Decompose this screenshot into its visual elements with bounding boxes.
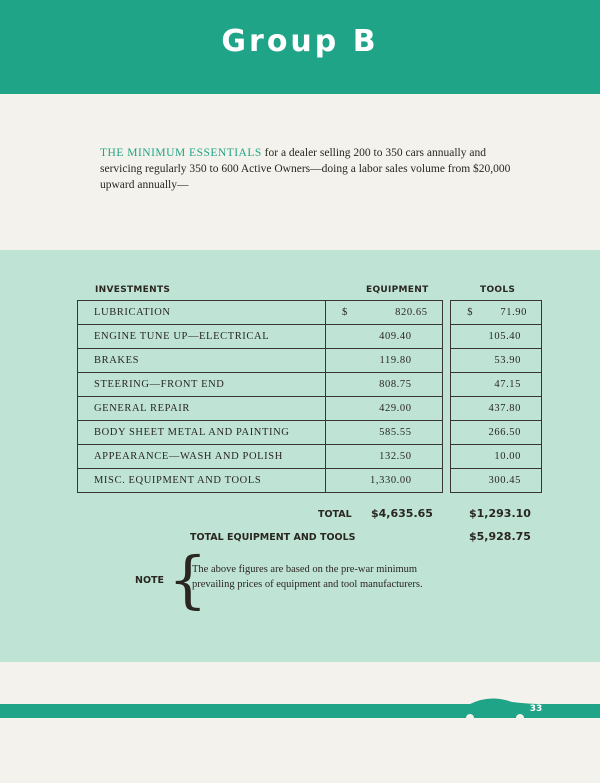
- grand-total-label: TOTAL EQUIPMENT AND TOOLS: [190, 532, 356, 543]
- intro-text: for a dealer selling 200 to 350 cars annually and servicing regularly 350 to 600 Active Owners—doing a labor sales volume from $20,000 upward annually—: [100, 147, 511, 191]
- table-row: [78, 349, 542, 373]
- table-row: [78, 301, 542, 325]
- equipment-cell: 1,330.00: [326, 469, 443, 493]
- intro-lead: THE MINIMUM ESSENTIALS: [100, 147, 262, 159]
- investment-item: ENGINE TUNE UP—ELECTRICAL: [78, 325, 326, 349]
- table-row: [78, 325, 542, 349]
- page-title: Group B: [221, 24, 379, 59]
- note-label: NOTE: [135, 575, 164, 586]
- column-gap: [442, 325, 451, 349]
- currency-symbol: $: [467, 307, 474, 318]
- equipment-cell: 429.00: [326, 397, 443, 421]
- table-row: [78, 397, 542, 421]
- tools-cell: 437.80: [451, 397, 542, 421]
- equipment-cell: 585.55: [326, 421, 443, 445]
- tools-cell: 53.90: [451, 349, 542, 373]
- table-row: [78, 373, 542, 397]
- investment-item: LUBRICATION: [78, 301, 326, 325]
- footer-band: [0, 704, 470, 718]
- grand-total: $5,928.75: [469, 530, 531, 543]
- header-tools: TOOLS: [480, 285, 516, 295]
- tools-total: $1,293.10: [469, 507, 531, 520]
- investment-item: MISC. EQUIPMENT AND TOOLS: [78, 469, 326, 493]
- equipment-cell: 808.75: [326, 373, 443, 397]
- investment-item: GENERAL REPAIR: [78, 397, 326, 421]
- equipment-total: $4,635.65: [371, 507, 433, 520]
- tools-cell: 10.00: [451, 445, 542, 469]
- tools-value: 71.90: [500, 307, 527, 318]
- equipment-cell: [326, 301, 443, 325]
- header-equipment: EQUIPMENT: [366, 285, 429, 295]
- investment-item: BRAKES: [78, 349, 326, 373]
- equipment-cell: 132.50: [326, 445, 443, 469]
- note-brace-icon: {: [168, 543, 208, 616]
- currency-symbol: $: [342, 307, 348, 318]
- intro-paragraph: [100, 145, 520, 193]
- table-row: [78, 421, 542, 445]
- column-gap: [442, 349, 451, 373]
- tools-cell: 266.50: [451, 421, 542, 445]
- tools-cell: 47.15: [451, 373, 542, 397]
- page-number: 33: [529, 704, 543, 714]
- investment-table-body: [78, 301, 542, 493]
- equipment-cell: 119.80: [326, 349, 443, 373]
- header-investments: INVESTMENTS: [95, 285, 171, 295]
- column-gap: [442, 421, 451, 445]
- investment-item: APPEARANCE—WASH AND POLISH: [78, 445, 326, 469]
- equipment-cell: 409.40: [326, 325, 443, 349]
- investment-table: [77, 300, 542, 493]
- tools-cell: 300.45: [451, 469, 542, 493]
- total-label: TOTAL: [318, 509, 352, 520]
- investment-item: STEERING—FRONT END: [78, 373, 326, 397]
- table-row: [78, 445, 542, 469]
- investment-item: BODY SHEET METAL AND PAINTING: [78, 421, 326, 445]
- column-gap: [442, 301, 451, 325]
- equipment-value: 820.65: [395, 307, 428, 318]
- column-gap: [442, 397, 451, 421]
- column-gap: [442, 445, 451, 469]
- table-row: [78, 469, 542, 493]
- tools-cell: [451, 301, 542, 325]
- note-text: The above figures are based on the pre-war minimum prevailing prices of equipment and tool manufacturers.: [192, 564, 423, 590]
- column-gap: [442, 469, 451, 493]
- column-gap: [442, 373, 451, 397]
- tools-cell: 105.40: [451, 325, 542, 349]
